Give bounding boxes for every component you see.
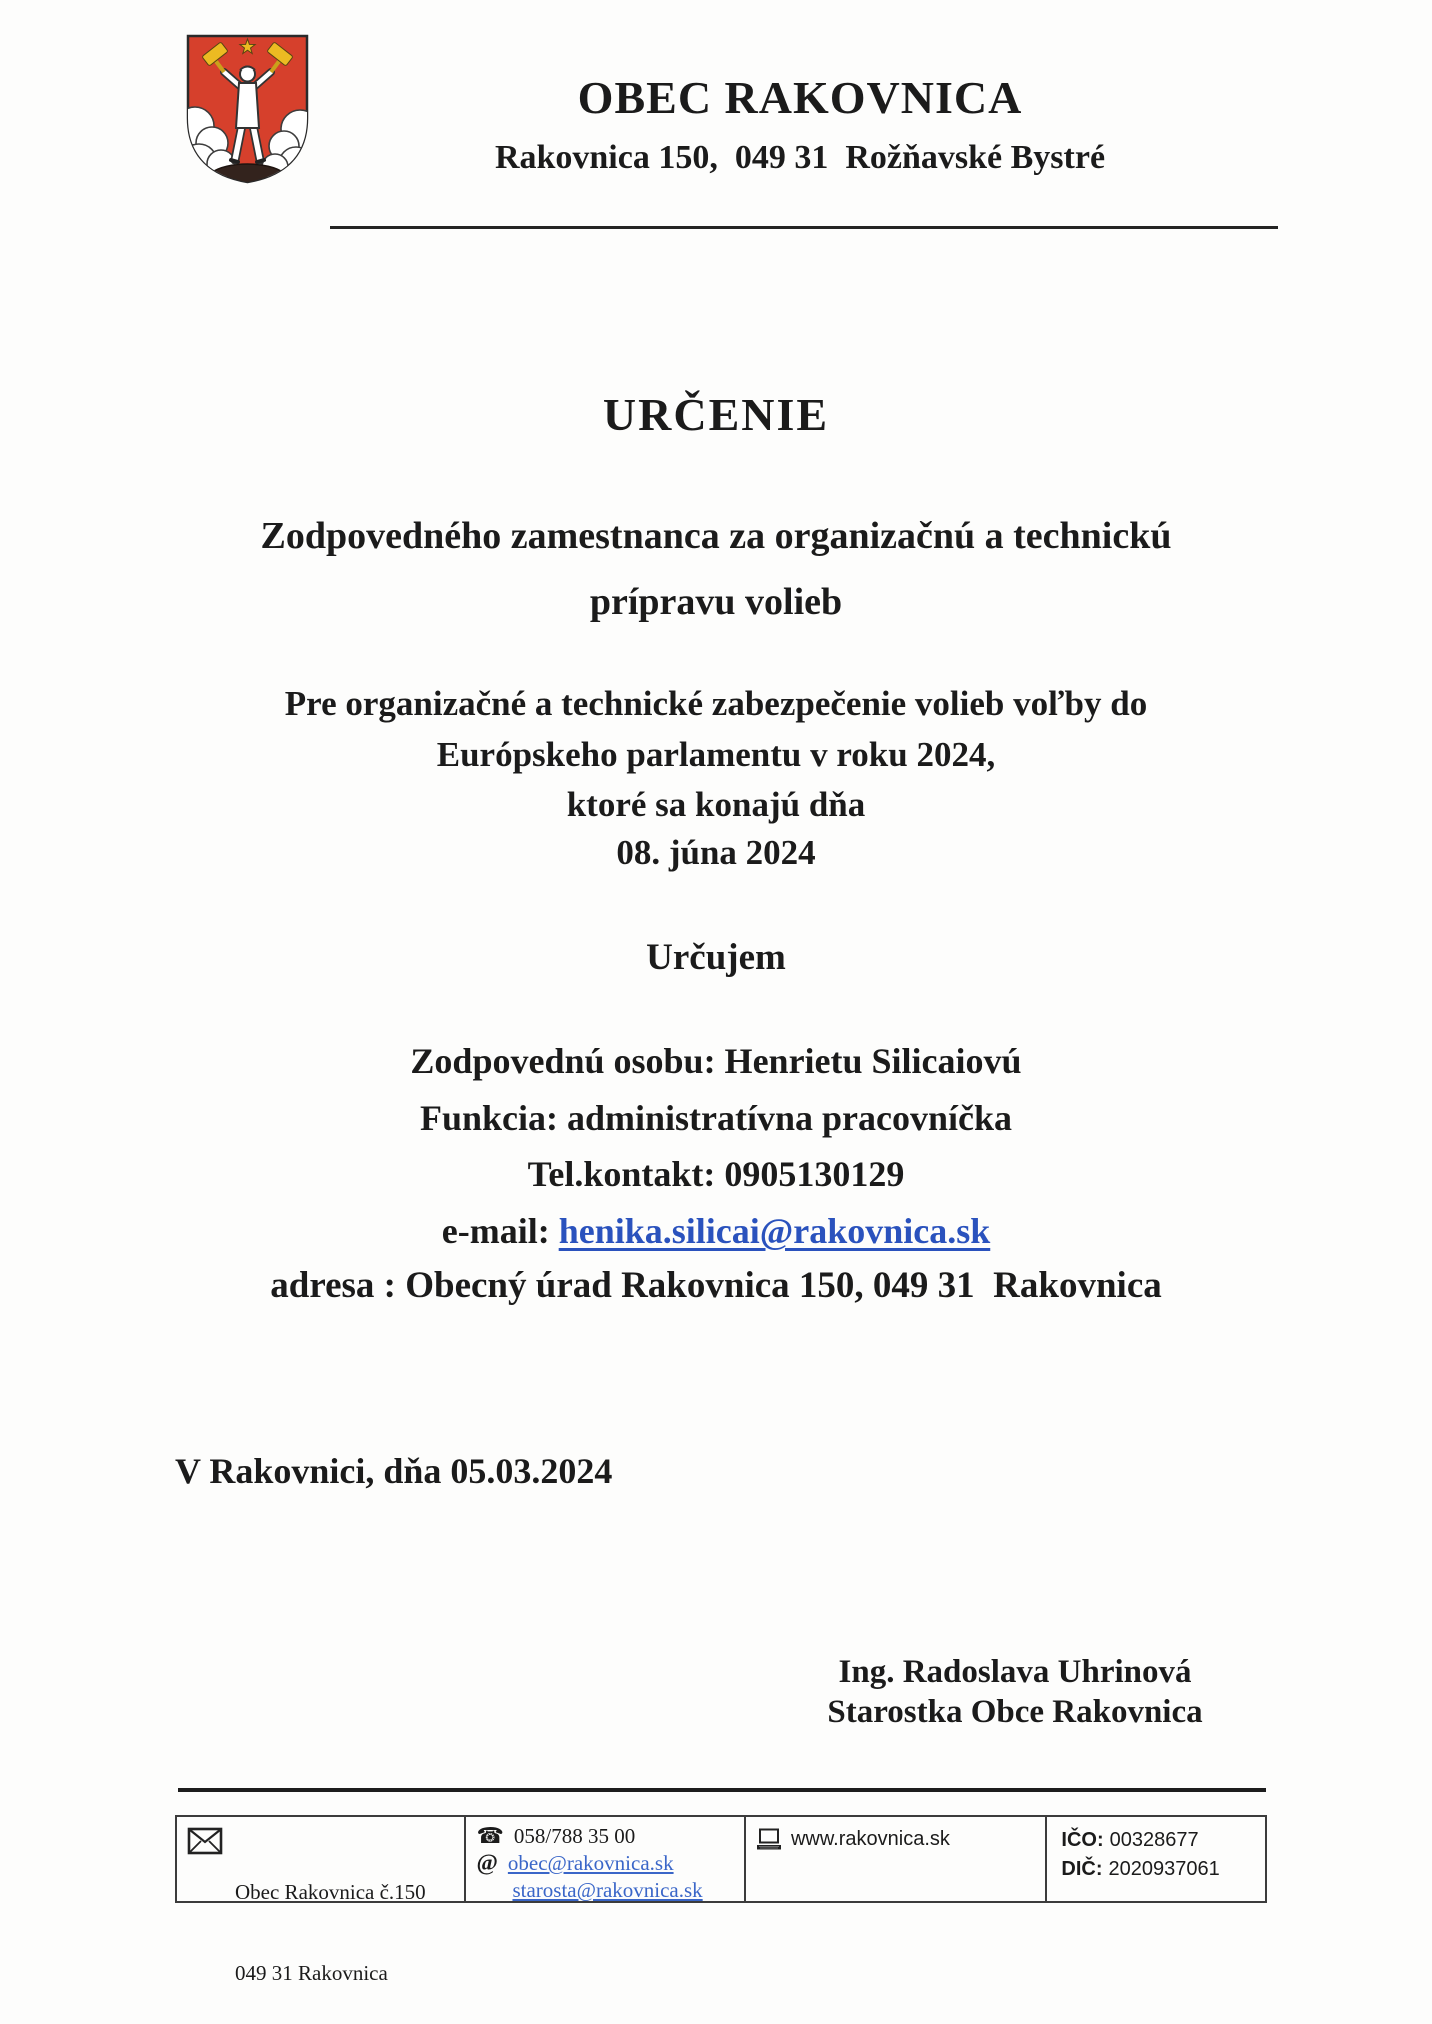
dic-label: DIČ: xyxy=(1061,1858,1103,1880)
rakovnica-crest-icon xyxy=(185,33,310,185)
header-divider xyxy=(330,226,1278,229)
signature-block xyxy=(760,1652,1270,1732)
email-label: e-mail: xyxy=(441,1211,559,1251)
footer-phone-number: 058/788 35 00 xyxy=(513,1824,636,1848)
org-name: OBEC RAKOVNICA xyxy=(577,72,1023,123)
footer-table xyxy=(175,1815,1267,1985)
footer-address-line-1: Obec Rakovnica č.150 xyxy=(235,1880,426,1904)
detail-phone: Tel.kontakt: 0905130129 xyxy=(527,1154,905,1194)
org-address: Rakovnica 150, 049 31 Rožňavské Bystré xyxy=(494,139,1106,176)
footer-website: www.rakovnica.sk xyxy=(790,1828,950,1850)
body-line-3: ktoré sa konajú dňa xyxy=(566,785,866,824)
footer-cell-web xyxy=(744,1817,1045,1901)
footer-email-2[interactable]: starosta@rakovnica.sk xyxy=(512,1878,703,1902)
body-line-2: Európskeho parlamentu v roku 2024, xyxy=(436,735,996,774)
at-icon: @ xyxy=(476,1850,498,1875)
signature-name: Ing. Radoslava Uhrinová xyxy=(838,1654,1192,1690)
footer-postal-address xyxy=(235,1823,426,1985)
footer-divider xyxy=(178,1788,1266,1792)
footer-dic-row xyxy=(1061,1855,1257,1884)
footer-address-line-2: 049 31 Rakovnica xyxy=(235,1961,388,1985)
doc-title: URČENIE xyxy=(602,389,830,440)
email-link[interactable]: henika.silicai@rakovnica.sk xyxy=(558,1211,991,1251)
ico-value: 00328677 xyxy=(1109,1829,1199,1851)
body-line-1: Pre organizačné a technické zabezpečenie volieb voľby do xyxy=(284,684,1148,723)
coat-of-arms-icon xyxy=(185,33,310,190)
dic-value: 2020937061 xyxy=(1108,1858,1220,1880)
subject-line-2: prípravu volieb xyxy=(589,581,843,623)
detail-person: Zodpovednú osobu: Henrietu Silicaiovú xyxy=(410,1041,1022,1081)
determine-heading: Určujem xyxy=(646,937,786,978)
letterhead xyxy=(350,70,1250,180)
footer-cell-ids xyxy=(1045,1817,1265,1901)
body-line-4: 08. júna 2024 xyxy=(616,833,816,872)
envelope-icon xyxy=(187,1827,223,1855)
footer-cell-address xyxy=(177,1817,464,1985)
detail-role: Funkcia: administratívna pracovníčka xyxy=(419,1098,1013,1138)
detail-address: adresa : Obecný úrad Rakovnica 150, 049 31 Rakovnica xyxy=(270,1265,1162,1306)
computer-icon xyxy=(756,1828,782,1851)
footer-email-1[interactable]: obec@rakovnica.sk xyxy=(507,1851,674,1875)
date-line: V Rakovnici, dňa 05.03.2024 xyxy=(175,1451,613,1491)
detail-email-line xyxy=(141,1210,1291,1252)
footer-cell-contact xyxy=(464,1817,743,1901)
ico-label: IČO: xyxy=(1061,1829,1104,1851)
phone-icon: ☎ xyxy=(476,1824,504,1849)
subject-line-1: Zodpovedného zamestnanca za organizačnú a technickú xyxy=(260,515,1172,557)
signature-role: Starostka Obce Rakovnica xyxy=(827,1694,1203,1730)
footer-ico-row xyxy=(1061,1826,1257,1855)
